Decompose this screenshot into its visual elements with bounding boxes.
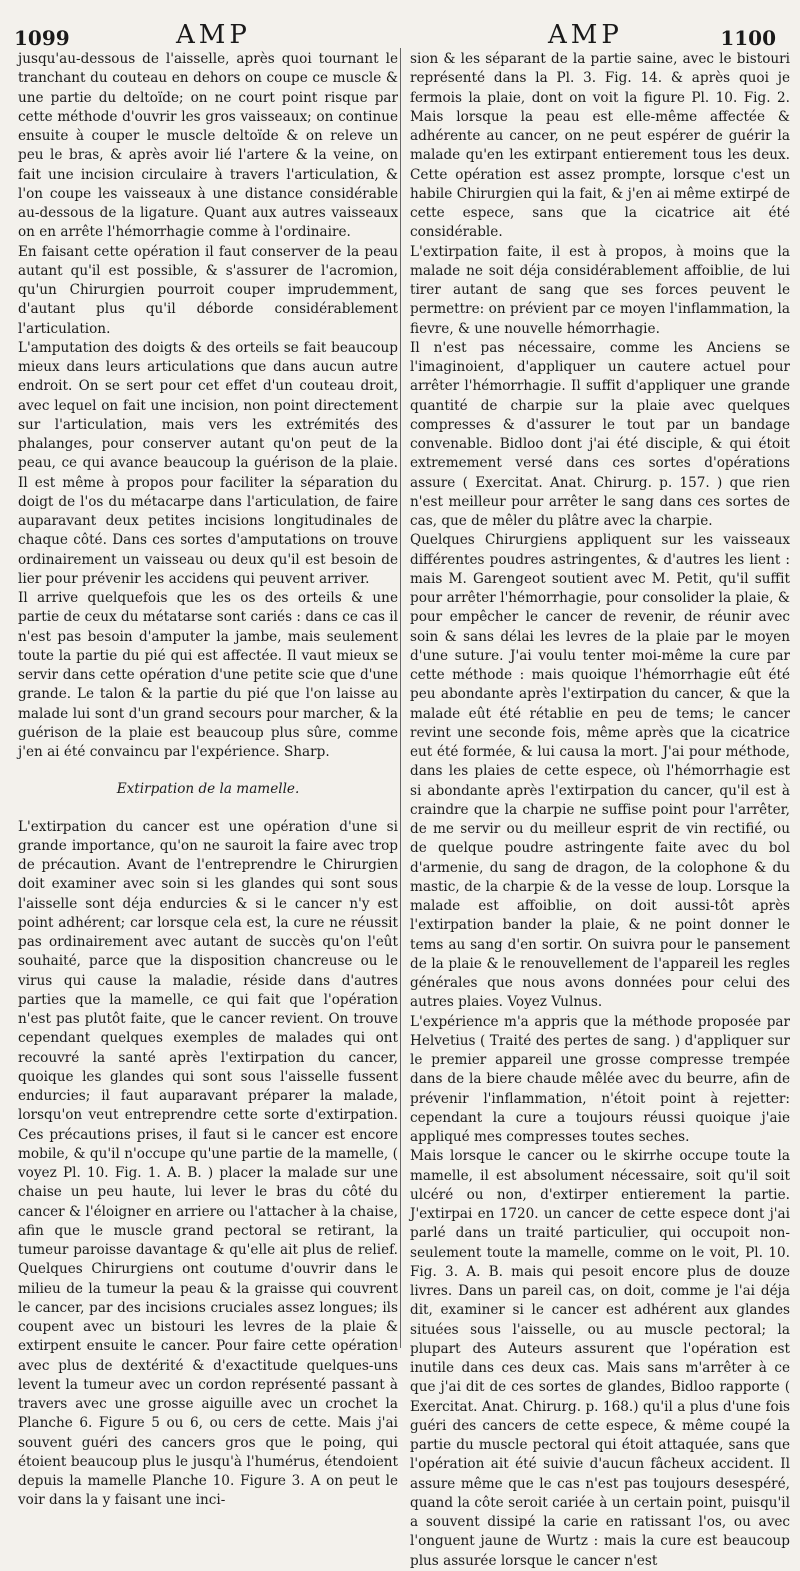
right-page-number: 1100: [720, 26, 776, 50]
paragraph: sion & les séparant de la partie saine, avec le bistouri représenté dans la Pl. 3. Fig. 14. & après quoi je fermois la plaie, dont on voit la figure Pl. 10. Fig. 2. Mais lorsque la peau est elle-même affectée & adhérente au cancer, on ne peut espérer de guérir la malade qu'en les extirpant entierement tous les deux. Cette opération est assez prompte, lorsque c'est un habile Chirurgien qui la fait, & j'en ai même extirpé de cette espece, sans que la cicatrice ait été considérable.: [410, 51, 790, 241]
paragraph: jusqu'au-dessous de l'aisselle, après quoi tournant le tranchant du couteau en dehors on coupe ce muscle & une partie du deltoïde; on ne court point risque par cette méthode d'ouvrir les gros vaisseaux; on continue ensuite à couper le muscle deltoïde & on releve un peu le bras, & après avoir lié l'artere & la veine, on fait une incision circulaire à travers l'articulation, & l'on coupe les vaisseaux à une distance considérable au-dessous de la ligature. Quant aux autres vaisseaux on en arrête l'hémorrhagie comme à l'ordinaire.: [18, 51, 398, 241]
paragraph: Il n'est pas nécessaire, comme les Anciens se l'imaginoient, d'appliquer un cautere actuel pour arrêter l'hémorrhagie. Il suffit d'appliquer une grande quantité de charpie sur la plaie avec quelques compresses & d'assurer le tout par un bandage convenable. Bidloo dont j'ai été disciple, & qui étoit extremement versé dans ces sortes d'opérations assure ( Exercitat. Anat. Chirurg. p. 157. ) que rien n'est meilleur pour arrêter le sang dans ces sortes de cas, que de mêler du plâtre avec la charpie.: [410, 339, 790, 529]
paragraph: L'amputation des doigts & des orteils se fait beaucoup mieux dans leurs articulations que dans aucun autre endroit. On se sert pour cet effet d'un couteau droit, avec lequel on fait une incision, non point directement sur l'articulation, mais vers les extrémités des phalanges, pour conserver autant qu'on peut de la peau, ce qui avance beaucoup la guérison de la plaie. Il est même à propos pour faciliter la séparation du doigt de l'os du métacarpe dans l'articulation, de faire auparavant deux petites incisions longitudinales de chaque côté. Dans ces sortes d'amputations on trouve ordinairement un vaisseau ou deux qu'il est besoin de lier pour prévenir les accidens qui peuvent arriver.: [18, 339, 398, 587]
left-column: [18, 50, 398, 1509]
left-page-number: 1099: [14, 26, 70, 50]
page-header: [0, 0, 800, 50]
section-title: Extirpation de la mamelle.: [116, 781, 300, 798]
right-column: [410, 50, 790, 1569]
left-headword: AMP: [176, 20, 251, 50]
paragraph: Il arrive quelquefois que les os des orteils & une partie de ceux du métatarse sont cariés : dans ce cas il n'est pas besoin d'amputer la jambe, mais seulement toute la partie du pié qui est affectée. Il vaut mieux se servir dans cette opération d'une petite scie que d'une grande. Le talon & la partie du pié que l'on laisse au malade lui sont d'un grand secours pour marcher, & la guérison de la plaie est beaucoup plus sûre, comme j'en ai été convaincu par l'expérience. Sharp.: [18, 590, 398, 760]
paragraph: Mais lorsque le cancer ou le skirrhe occupe toute la mamelle, il est absolument nécessaire, soit qu'il soit ulcéré ou non, d'extirper entierement la partie. J'extirpai en 1720. un cancer de cette espece dont j'ai parlé dans un traité particulier, qui occupoit non-seulement toute la mamelle, comme on le voit, Pl. 10. Fig. 3. A. B. mais qui pesoit encore plus de douze livres. Dans un pareil cas, on doit, comme je l'ai déja dit, examiner si le cancer est adhérent aux glandes situées sous l'aisselle, ou au muscle pectoral; la plupart des Auteurs assurent que l'opération est inutile dans ces deux cas. Mais sans m'arrêter à ce que j'ai dit de ces sortes de glandes, Bidloo rapporte ( Exercitat. Anat. Chirurg. p. 168.) qu'il a plus d'une fois guéri des cancers de cette espece, & même coupé la partie du muscle pectoral qui étoit attaquée, sans que l'opération ait été suivie d'aucun fâcheux accident. Il assure même que le cas n'est pas toujours desespéré, quand la côte seroit cariée à un certain point, puisqu'il a souvent dissipé la carie en ratissant l'os, ou avec l'onguent jaune de Wurtz : mais la cure est beaucoup plus assurée lorsque le cancer n'est: [410, 1148, 790, 1569]
paragraph: En faisant cette opération il faut conserver de la peau autant qu'il est possible, & s'assurer de l'acromion, qu'un Chirurgien pourroit couper imprudemment, d'autant plus qu'il déborde considérablement l'articulation.: [18, 243, 398, 337]
column-divider: [400, 48, 401, 1348]
paragraph: L'expérience m'a appris que la méthode proposée par Helvetius ( Traité des pertes de sang. ) d'appliquer sur le premier appareil une grosse compresse trempée dans de la biere chaude mêlée avec du beurre, afin de prévenir l'inflammation, n'étoit point à rejetter: cependant la cure a toujours réussi quoique j'aie appliqué mes compresses toutes seches.: [410, 1013, 790, 1145]
right-headword: AMP: [548, 20, 623, 50]
paragraph: L'extirpation du cancer est une opération d'une si grande importance, qu'on ne sauroit la faire avec trop de précaution. Avant de l'entreprendre le Chirurgien doit examiner avec soin si les glandes qui sont sous l'aisselle sont déja endurcies & si le cancer n'y est point adhérent; car lorsque cela est, la cure ne réussit pas ordinairement avec autant de succès qu'on l'eût souhaité, parce que la disposition chancreuse ou le virus qui cause la maladie, réside dans d'autres parties que la mamelle, ce qui fait que l'opération n'est pas plutôt faite, que le cancer revient. On trouve cependant quelques exemples de malades qui ont recouvré la santé après l'extirpation du cancer, quoique les glandes qui sont sous l'aisselle fussent endurcies; il faut auparavant préparer la malade, lorsqu'on veut entreprendre cette sorte d'extirpation. Ces précautions prises, il faut si le cancer est encore mobile, & qu'il n'occupe qu'une partie de la mamelle, ( voyez Pl. 10. Fig. 1. A. B. ) placer la malade sur une chaise un peu haute, lui lever le bras du côté du cancer & l'éloigner en arriere ou l'attacher à la chaise, afin que le muscle grand pectoral se retirant, la tumeur paroisse davantage & qu'elle ait plus de relief. Quelques Chirurgiens ont coutume d'ouvrir dans le milieu de la tumeur la peau & la graisse qui couvrent le cancer, par des incisions cruciales assez longues; ils coupent avec un bistouri les levres de la plaie & extirpent ensuite le cancer. Pour faire cette opération avec plus de dextérité & d'exactitude quelques-uns levent la tumeur avec un cordon représenté passant à travers avec une grosse aiguille avec un crochet la Planche 6. Figure 5 ou 6, ou cers de cette. Mais j'ai souvent guéri des cancers gros que le poing, qui étoient beaucoup plus le jusqu'à l'humérus, étendoient depuis la mamelle Planche 10. Figure 3. A on peut le voir dans la y faisant une inci-: [18, 818, 398, 1509]
paragraph: L'extirpation faite, il est à propos, à moins que la malade ne soit déja considérablement affoiblie, de lui tirer autant de sang que ses forces peuvent le permettre: on prévient par ce moyen l'inflammation, la fievre, & une nouvelle hémorrhagie.: [410, 243, 790, 337]
paragraph: Quelques Chirurgiens appliquent sur les vaisseaux différentes poudres astringentes, & d'autres les lient : mais M. Garengeot soutient avec M. Petit, qu'il suffit pour arrêter l'hémorrhagie, pour consolider la plaie, & pour empêcher le cancer de revenir, de réunir avec soin & sans délai les levres de la plaie par le moyen d'une suture. J'ai voulu tenter moi-même la cure par cette méthode : mais quoique l'hémorrhagie eût été peu abondante après l'extirpation du cancer, & que la malade eût été rétablie en peu de tems; le cancer revint une seconde fois, même après que la cicatrice eut été formée, & lui causa la mort. J'ai pour méthode, dans les plaies de cette espece, où l'hémorrhagie est si abondante après l'extirpation du cancer, qu'il est à craindre que la charpie ne suffise point pour l'arrêter, de me servir ou du meilleur esprit de vin rectifié, ou de quelque poudre astringente faite avec du bol d'armenie, du sang de dragon, de la colophone & du mastic, de la charpie & de la vesse de loup. Lorsque la malade est affoiblie, on doit aussi-tôt après l'extirpation bander la plaie, & ne point donner le tems au sang d'en sortir. On suivra pour le pansement de la plaie & le renouvellement de l'appareil les regles générales que nous avons données pour celui des autres plaies. Voyez Vulnus.: [410, 532, 790, 1011]
